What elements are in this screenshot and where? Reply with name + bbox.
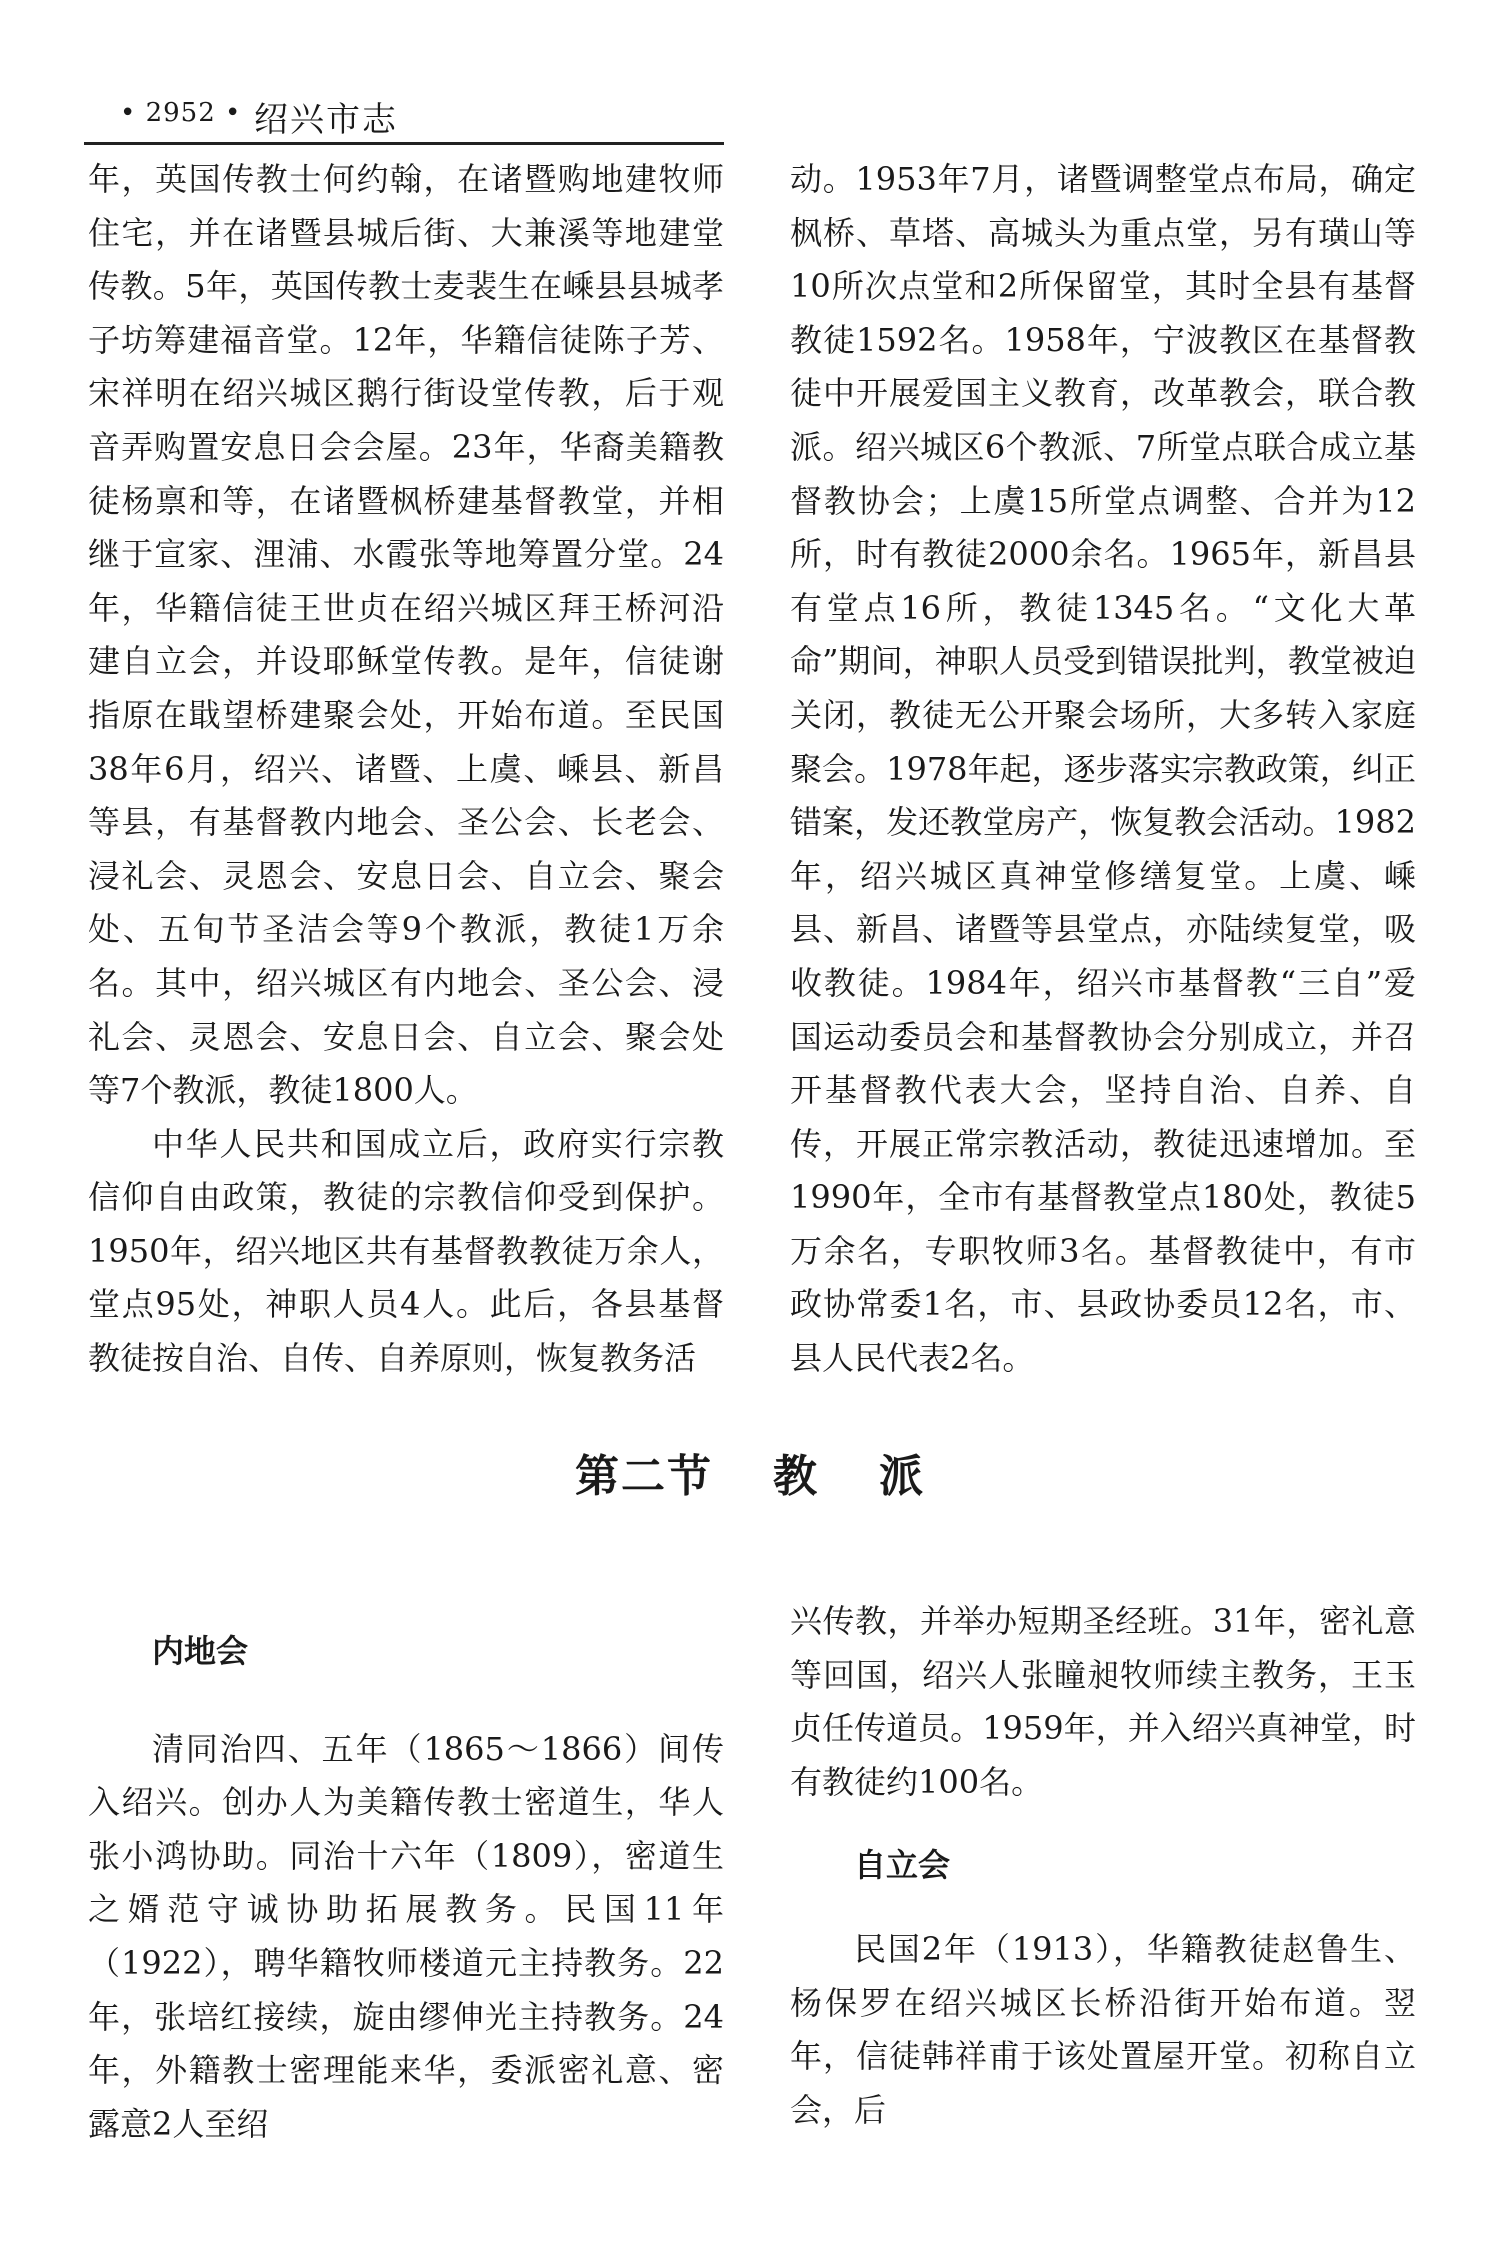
- header-rule: [84, 142, 724, 145]
- upper-right-column: [790, 153, 1416, 1386]
- book-title: 绍兴市志: [254, 100, 398, 140]
- subsection-heading: 自立会: [854, 1846, 951, 1885]
- paragraph: 清同治四、五年（1865～1866）间传入绍兴。创办人为美籍传教士密道生，华人张小鸿协助。同治十六年（1809），密道生之婿范守诚协助拓展教务。民国11年（1922），聘华籍牧师楼道元主持教务。22年，张培红接续，旋由缪伸光主持教务。24年，外籍教士密理能来华，委派密礼意、密露意2人至绍: [88, 1729, 724, 2143]
- section-title-part: 第二节: [575, 1451, 713, 1502]
- section-title-part: 教: [773, 1451, 819, 1502]
- lower-left-column: [88, 1625, 724, 2151]
- paragraph: 中华人民共和国成立后，政府实行宗教信仰自由政策，教徒的宗教信仰受到保护。1950年，绍兴地区共有基督教教徒万余人，堂点95处，神职人员4人。此后，各县基督教徒按自治、自传、自养原则，恢复教务活: [88, 1124, 724, 1378]
- page-number: • 2952 •: [120, 98, 242, 128]
- paragraph: 年，英国传教士何约翰，在诸暨购地建牧师住宅，并在诸暨县城后街、大兼溪等地建堂传教。5年，英国传教士麦裴生在嵊县县城孝子坊筹建福音堂。12年，华籍信徒陈子芳、宋祥明在绍兴城区鹅行街设堂传教，后于观音弄购置安息日会会屋。23年，华裔美籍教徒杨禀和等，在诸暨枫桥建基督教堂，并相继于宣家、浬浦、水霞张等地筹置分堂。24年，华籍信徒王世贞在绍兴城区拜王桥河沿建自立会，并设耶稣堂传教。是年，信徒谢指原在戢望桥建聚会处，开始布道。至民国38年6月，绍兴、诸暨、上虞、嵊县、新昌等县，有基督教内地会、圣公会、长老会、浸礼会、灵恩会、安息日会、自立会、聚会处、五旬节圣洁会等9个教派，教徒1万余名。其中，绍兴城区有内地会、圣公会、浸礼会、灵恩会、安息日会、自立会、聚会处等7个教派，教徒1800人。: [88, 160, 724, 1110]
- section-title: [0, 1440, 1500, 1504]
- lower-right-column: [790, 1595, 1416, 2137]
- running-header: [84, 92, 724, 142]
- section-title-part: 派: [879, 1451, 925, 1502]
- paragraph: 民国2年（1913），华籍教徒赵鲁生、杨保罗在绍兴城区长桥沿街开始布道。翌年，信徒韩祥甫于该处置屋开堂。初称自立会，后: [790, 1929, 1416, 2129]
- paragraph: 兴传教，并举办短期圣经班。31年，密礼意等回国，绍兴人张瞳昶牧师续主教务，王玉贞任传道员。1959年，并入绍兴真神堂，时有教徒约100名。: [790, 1602, 1416, 1801]
- paragraph: 动。1953年7月，诸暨调整堂点布局，确定枫桥、草塔、高城头为重点堂，另有璜山等10所次点堂和2所保留堂，其时全县有基督教徒1592名。1958年，宁波教区在基督教徒中开展爱国主义教育，改革教会，联合教派。绍兴城区6个教派、7所堂点联合成立基督教协会；上虞15所堂点调整、合并为12所，时有教徒2000余名。1965年，新昌县有堂点16所，教徒1345名。“文化大革命”期间，神职人员受到错误批判，教堂被迫关闭，教徒无公开聚会场所，大多转入家庭聚会。1978年起，逐步落实宗教政策，纠正错案，发还教堂房产，恢复教会活动。1982年，绍兴城区真神堂修缮复堂。上虞、嵊县、新昌、诸暨等县堂点，亦陆续复堂，吸收教徒。1984年，绍兴市基督教“三自”爱国运动委员会和基督教协会分别成立，并召开基督教代表大会，坚持自治、自养、自传，开展正常宗教活动，教徒迅速增加。至1990年，全市有基督教堂点180处，教徒5万余名，专职牧师3名。基督教徒中，有市政协常委1名，市、县政协委员12名，市、县人民代表2名。: [790, 160, 1416, 1378]
- subsection-heading: 内地会: [152, 1632, 249, 1670]
- upper-left-column: [88, 153, 724, 1386]
